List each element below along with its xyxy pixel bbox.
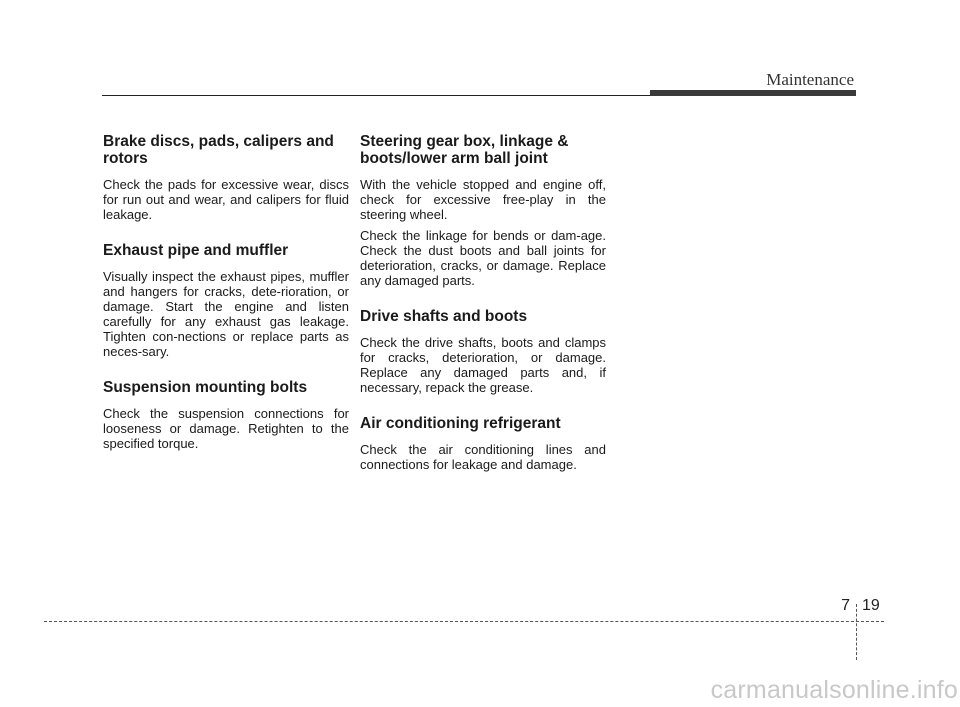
section-heading: Suspension mounting bolts: [103, 379, 308, 396]
section-steering: [360, 133, 606, 288]
section-paragraph: Check the pads for excessive wear, discs for run out and wear, and calipers for fluid leakage.: [103, 177, 349, 222]
left-column: [103, 133, 349, 471]
page-number-divider: [856, 604, 857, 660]
section-heading: Steering gear box, linkage & boots/lower arm ball joint: [360, 133, 569, 167]
section-paragraph: Check the suspension connections for looseness or damage. Retighten to the specified torque.: [103, 406, 349, 451]
section-heading: Air conditioning refrigerant: [360, 415, 561, 432]
section-suspension: [103, 379, 349, 451]
section-title: Maintenance: [766, 70, 854, 89]
section-paragraph: Check the drive shafts, boots and clamps for cracks, deterioration, or damage. Replace any damaged parts and, if necessary, repack the grease.: [360, 335, 606, 395]
header-rule: [102, 95, 650, 96]
chapter-number: 7: [841, 597, 850, 614]
section-heading: Exhaust pipe and muffler: [103, 242, 289, 259]
section-paragraph: Check the air conditioning lines and connections for leakage and damage.: [360, 442, 606, 472]
watermark: carmanualsonline.info: [710, 676, 958, 704]
section-paragraph: Check the linkage for bends or dam-age. Check the dust boots and ball joints for deterioration, cracks, or damage. Replace any damaged parts.: [360, 228, 606, 288]
section-heading: Drive shafts and boots: [360, 308, 528, 325]
section-exhaust: [103, 242, 349, 359]
section-paragraph: With the vehicle stopped and engine off, check for excessive free-play in the steering wheel.: [360, 177, 606, 222]
section-heading: Brake discs, pads, calipers and rotors: [103, 133, 334, 167]
section-brakes: [103, 133, 349, 222]
header-rule-accent: [650, 90, 856, 96]
right-column: [360, 133, 606, 492]
footer-rule: [44, 621, 884, 622]
section-paragraph: Visually inspect the exhaust pipes, muffler and hangers for cracks, dete-rioration, or damage. Start the engine and listen carefully for any exhaust gas leakage. Tighten con-nections or replace parts as neces-sary.: [103, 269, 349, 359]
section-drive-shafts: [360, 308, 606, 395]
page-number: 19: [862, 597, 880, 614]
section-air-conditioning: [360, 415, 606, 472]
